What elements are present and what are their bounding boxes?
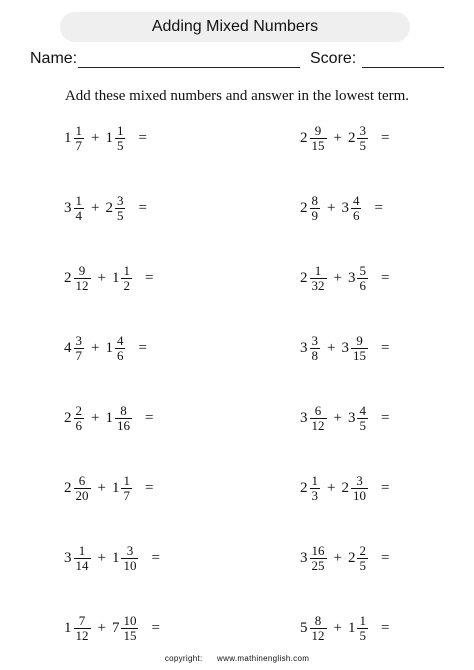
plus-sign: +: [333, 549, 342, 566]
fraction: [74, 264, 91, 293]
numerator: 1: [314, 262, 322, 278]
whole-part: 1: [64, 619, 72, 636]
worksheet-title: Adding Mixed Numbers: [60, 12, 410, 42]
denominator: 7: [75, 137, 82, 153]
fraction: [351, 194, 362, 223]
fraction: [121, 544, 138, 573]
equals-sign: =: [144, 269, 154, 286]
score-field[interactable]: [362, 67, 444, 68]
whole-part: 2: [64, 269, 72, 286]
mixed-number-b: [348, 264, 369, 293]
whole-part: 2: [300, 199, 308, 216]
numerator: 9: [356, 332, 363, 348]
numerator: 10: [123, 612, 137, 628]
numerator: 3: [126, 542, 134, 558]
whole-part: 1: [111, 269, 120, 286]
whole-part: 3: [64, 549, 72, 566]
denominator: 5: [359, 137, 366, 153]
whole-part: 3: [300, 549, 308, 566]
numerator: 3: [116, 192, 124, 208]
problem-14: [300, 538, 389, 578]
whole-part: 2: [347, 129, 356, 146]
numerator: 1: [359, 612, 366, 628]
plus-sign: +: [327, 339, 336, 356]
whole-part: 3: [341, 339, 349, 356]
numerator: 16: [311, 542, 325, 558]
plus-sign: +: [97, 549, 106, 566]
problem-12: [300, 468, 389, 508]
problem-10: [300, 398, 389, 438]
problem-6: [300, 258, 389, 298]
fraction: [121, 264, 132, 293]
plus-sign: +: [327, 199, 336, 216]
numerator: 5: [359, 262, 366, 278]
whole-part: 2: [64, 479, 72, 496]
plus-sign: +: [327, 479, 336, 496]
mixed-number-a: [64, 474, 92, 503]
fraction: [74, 474, 91, 503]
mixed-number-a: [300, 544, 328, 573]
whole-part: 3: [64, 199, 72, 216]
problem-7: [64, 328, 147, 368]
numerator: 1: [311, 472, 318, 488]
numerator: 1: [75, 122, 82, 138]
fraction: [351, 334, 368, 363]
whole-part: 7: [111, 619, 120, 636]
denominator: 12: [311, 417, 325, 433]
copyright-label: copyright:: [164, 654, 203, 663]
name-score-row: [30, 50, 450, 72]
fraction: [357, 614, 368, 643]
numerator: 3: [359, 122, 366, 138]
mixed-number-b: [105, 334, 126, 363]
mixed-number-a: [300, 334, 321, 363]
fraction: [115, 124, 126, 153]
fraction: [115, 404, 132, 433]
plus-sign: +: [333, 619, 342, 636]
plus-sign: +: [333, 129, 342, 146]
numerator: 4: [359, 402, 366, 418]
problem-9: [64, 398, 153, 438]
fraction: [74, 124, 85, 153]
plus-sign: +: [91, 339, 100, 356]
denominator: 5: [359, 627, 366, 643]
denominator: 15: [311, 137, 325, 153]
fraction: [115, 194, 126, 223]
equals-sign: =: [380, 619, 390, 636]
mixed-number-a: [64, 194, 85, 223]
denominator: 14: [75, 557, 89, 573]
problem-11: [64, 468, 153, 508]
score-label: Score:: [310, 50, 357, 67]
mixed-number-b: [348, 124, 369, 153]
problem-2: [300, 118, 389, 158]
mixed-number-b: [105, 194, 126, 223]
equals-sign: =: [138, 339, 147, 356]
denominator: 5: [116, 137, 124, 153]
denominator: 5: [116, 207, 124, 223]
equals-sign: =: [138, 129, 147, 146]
whole-part: 3: [347, 269, 356, 286]
fraction: [74, 614, 91, 643]
fraction: [74, 194, 85, 223]
problem-5: [64, 258, 153, 298]
whole-part: 1: [111, 549, 120, 566]
numerator: 1: [123, 472, 130, 488]
mixed-number-a: [300, 264, 328, 293]
denominator: 12: [75, 627, 89, 643]
problem-13: [64, 538, 160, 578]
numerator: 4: [352, 192, 360, 208]
denominator: 10: [352, 487, 366, 503]
fraction: [310, 614, 327, 643]
equals-sign: =: [380, 269, 390, 286]
equals-sign: =: [151, 619, 160, 636]
numerator: 2: [359, 542, 366, 558]
numerator: 1: [75, 192, 82, 208]
denominator: 5: [359, 417, 366, 433]
denominator: 10: [123, 557, 137, 573]
denominator: 6: [359, 277, 366, 293]
whole-part: 1: [105, 409, 113, 426]
name-label: Name:: [30, 50, 78, 67]
problem-15: [64, 608, 160, 648]
whole-part: 4: [64, 339, 72, 356]
fraction: [310, 404, 327, 433]
whole-part: 3: [300, 409, 308, 426]
mixed-number-b: [341, 474, 369, 503]
denominator: 2: [123, 277, 130, 293]
mixed-number-b: [112, 544, 140, 573]
mixed-number-b: [348, 544, 369, 573]
fraction: [121, 614, 138, 643]
whole-part: 1: [64, 129, 72, 146]
whole-part: 2: [300, 129, 308, 146]
plus-sign: +: [97, 479, 106, 496]
mixed-number-b: [105, 124, 126, 153]
plus-sign: +: [333, 269, 342, 286]
denominator: 7: [75, 347, 82, 363]
plus-sign: +: [97, 619, 106, 636]
fraction: [357, 264, 368, 293]
fraction: [310, 334, 321, 363]
mixed-number-b: [348, 614, 369, 643]
plus-sign: +: [91, 409, 100, 426]
numerator: 3: [311, 332, 318, 348]
numerator: 4: [116, 332, 124, 348]
mixed-number-a: [300, 194, 321, 223]
denominator: 5: [359, 557, 366, 573]
mixed-number-a: [300, 404, 328, 433]
numerator: 6: [78, 472, 86, 488]
whole-part: 1: [105, 129, 113, 146]
plus-sign: +: [333, 409, 342, 426]
fraction: [310, 264, 327, 293]
numerator: 7: [78, 612, 86, 628]
denominator: 8: [311, 347, 318, 363]
numerator: 9: [78, 262, 86, 278]
denominator: 4: [75, 207, 82, 223]
denominator: 16: [116, 417, 130, 433]
fraction: [74, 334, 85, 363]
equals-sign: =: [380, 549, 390, 566]
mixed-number-b: [348, 404, 369, 433]
fraction: [310, 474, 321, 503]
name-field[interactable]: [78, 67, 300, 68]
mixed-number-a: [300, 614, 328, 643]
mixed-number-a: [64, 334, 85, 363]
mixed-number-b: [112, 614, 140, 643]
whole-part: 3: [347, 409, 356, 426]
numerator: 3: [75, 332, 82, 348]
numerator: 8: [120, 402, 127, 418]
instructions: Add these mixed numbers and answer in the lowest term.: [64, 88, 410, 104]
denominator: 6: [116, 347, 124, 363]
whole-part: 2: [347, 549, 356, 566]
denominator: 15: [352, 347, 366, 363]
mixed-number-b: [112, 474, 133, 503]
whole-part: 2: [300, 269, 308, 286]
copyright-footer: [0, 654, 474, 663]
problem-8: [300, 328, 389, 368]
fraction: [357, 544, 368, 573]
mixed-number-a: [64, 264, 92, 293]
mixed-number-a: [64, 614, 92, 643]
whole-part: 3: [341, 199, 349, 216]
whole-part: 2: [341, 479, 349, 496]
equals-sign: =: [380, 409, 390, 426]
fraction: [74, 544, 91, 573]
whole-part: 2: [105, 199, 113, 216]
whole-part: 1: [347, 619, 356, 636]
denominator: 25: [311, 557, 325, 573]
numerator: 1: [116, 122, 124, 138]
numerator: 2: [75, 402, 82, 418]
whole-part: 1: [111, 479, 120, 496]
mixed-number-b: [112, 264, 133, 293]
numerator: 8: [311, 192, 318, 208]
fraction: [310, 194, 321, 223]
fraction: [351, 474, 368, 503]
whole-part: 2: [64, 409, 72, 426]
equals-sign: =: [144, 409, 154, 426]
equals-sign: =: [380, 339, 390, 356]
fraction: [121, 474, 132, 503]
mixed-number-a: [300, 474, 321, 503]
denominator: 32: [311, 277, 325, 293]
mixed-number-b: [105, 404, 133, 433]
numerator: 9: [314, 122, 322, 138]
equals-sign: =: [374, 199, 383, 216]
denominator: 9: [311, 207, 318, 223]
whole-part: 2: [300, 479, 308, 496]
denominator: 15: [123, 627, 137, 643]
denominator: 3: [311, 487, 318, 503]
mixed-number-a: [64, 404, 85, 433]
equals-sign: =: [144, 479, 154, 496]
fraction: [357, 124, 368, 153]
plus-sign: +: [91, 199, 100, 216]
fraction: [357, 404, 368, 433]
denominator: 6: [352, 207, 360, 223]
mixed-number-a: [64, 544, 92, 573]
mixed-number-b: [341, 194, 362, 223]
mixed-number-b: [341, 334, 369, 363]
equals-sign: =: [380, 129, 390, 146]
equals-sign: =: [138, 199, 147, 216]
fraction: [310, 544, 327, 573]
copyright-site[interactable]: www.mathinenglish.com: [217, 654, 310, 663]
problem-3: [64, 188, 147, 228]
plus-sign: +: [97, 269, 106, 286]
denominator: 12: [75, 277, 89, 293]
fraction: [74, 404, 85, 433]
numerator: 1: [78, 542, 86, 558]
fraction: [115, 334, 126, 363]
numerator: 6: [314, 402, 322, 418]
problem-4: [300, 188, 383, 228]
denominator: 7: [123, 487, 130, 503]
whole-part: 1: [105, 339, 113, 356]
mixed-number-a: [64, 124, 85, 153]
denominator: 12: [311, 627, 325, 643]
numerator: 1: [123, 262, 130, 278]
fraction: [310, 124, 327, 153]
denominator: 6: [75, 417, 82, 433]
whole-part: 5: [300, 619, 308, 636]
denominator: 20: [75, 487, 89, 503]
equals-sign: =: [380, 479, 390, 496]
problem-1: [64, 118, 147, 158]
whole-part: 3: [300, 339, 308, 356]
mixed-number-a: [300, 124, 328, 153]
numerator: 3: [356, 472, 363, 488]
numerator: 8: [314, 612, 322, 628]
equals-sign: =: [151, 549, 160, 566]
problem-16: [300, 608, 389, 648]
plus-sign: +: [91, 129, 100, 146]
